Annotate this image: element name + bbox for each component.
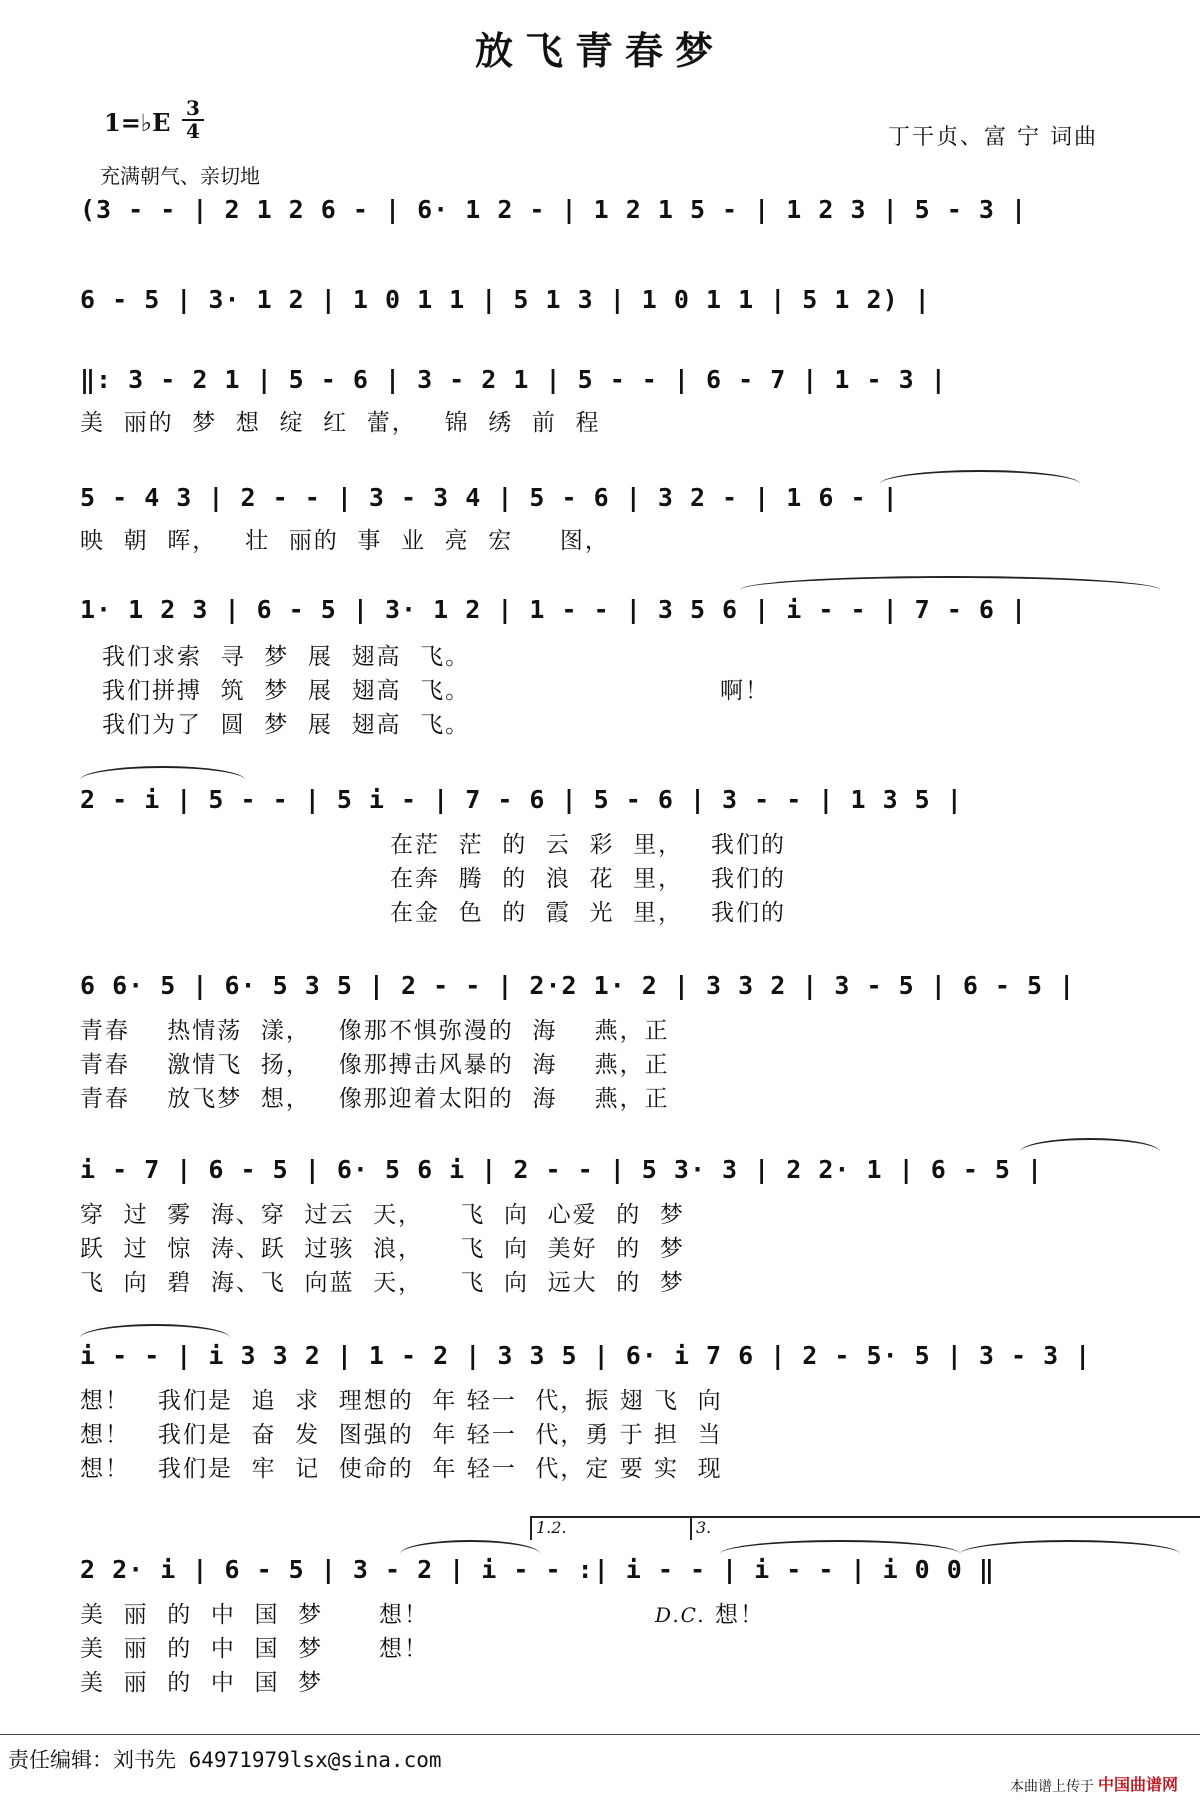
slur bbox=[740, 576, 1160, 590]
author-credit: 丁干贞、富 宁 词曲 bbox=[888, 125, 1098, 150]
key-text: 1=♭E bbox=[104, 108, 171, 137]
notes-line: i - - | i 3 3 2 | 1 - 2 | 3 3 5 | 6· i 7 6 | 2 - 5· 5 | 3 - 3 | bbox=[80, 1341, 1092, 1370]
key-signature bbox=[104, 108, 170, 137]
notes-line: 1· 1 2 3 | 6 - 5 | 3· 1 2 | 1 - - | 3 5 6 | i - - | 7 - 6 | bbox=[80, 595, 1028, 624]
dc-marking bbox=[655, 1596, 855, 1629]
time-top: 3 bbox=[186, 96, 200, 120]
lyric-line: 我们为了 圆 梦 展 翅高 飞。 bbox=[102, 712, 471, 738]
lyric-line: 我们拼搏 筑 梦 展 翅高 飞。 bbox=[102, 678, 471, 704]
lyric-line: 青春 激情飞 扬， 像那搏击风暴的 海 燕，正 bbox=[80, 1052, 670, 1078]
lyric-line: 美 丽 的 中 国 梦 想！ bbox=[80, 1636, 429, 1662]
dc-text: D.C. bbox=[655, 1603, 706, 1627]
volta-3 bbox=[690, 1516, 1200, 1540]
notes-line: (3 - - | 2 1 2 6 - | 6· 1 2 - | 1 2 1 5 - | 1 2 3 | 5 - 3 | bbox=[80, 195, 1028, 224]
upload-note: 本曲谱上传于 bbox=[1010, 1779, 1094, 1795]
volta-1-2-label: 1.2. bbox=[536, 1518, 567, 1537]
notes-line: 2 2· i | 6 - 5 | 3 - 2 | i - - :| i - - | i - - | i 0 0 ‖ bbox=[80, 1555, 995, 1584]
lyric-line: 美 丽的 梦 想 绽 红 蕾， 锦 绣 前 程 bbox=[80, 410, 601, 436]
editor-credit: 责任编辑：刘书先 64971979lsx@sina.com bbox=[8, 1748, 442, 1772]
exclamation: 啊！ bbox=[720, 678, 770, 704]
lyric-line: 映 朝 晖， 壮 丽的 事 业 亮 宏 图， bbox=[80, 528, 610, 554]
notes-line: 6 - 5 | 3· 1 2 | 1 0 1 1 | 5 1 3 | 1 0 1 1 | 5 1 2) | bbox=[80, 285, 931, 314]
notes-line: i - 7 | 6 - 5 | 6· 5 6 i | 2 - - | 5 3· 3 | 2 2· 1 | 6 - 5 | bbox=[80, 1155, 1044, 1184]
time-signature bbox=[182, 98, 204, 142]
lyric-line: 青春 热情荡 漾， 像那不惧弥漫的 海 燕，正 bbox=[80, 1018, 670, 1044]
tempo-marking: 充满朝气、亲切地 bbox=[100, 164, 260, 188]
song-title: 放飞青春梦 bbox=[474, 29, 725, 73]
lyric-line: 穿 过 雾 海、穿 过云 天， 飞 向 心爱 的 梦 bbox=[80, 1202, 685, 1228]
notes-line: 6 6· 5 | 6· 5 3 5 | 2 - - | 2·2 1· 2 | 3 3 2 | 3 - 5 | 6 - 5 | bbox=[80, 971, 1076, 1000]
lyric-line: 跃 过 惊 涛、跃 过骇 浪， 飞 向 美好 的 梦 bbox=[80, 1236, 685, 1262]
lyric-line: 想！ 我们是 牢 记 使命的 年 轻一 代，定 要 实 现 bbox=[80, 1456, 723, 1482]
footer-divider bbox=[0, 1734, 1200, 1735]
dc-lyric: 想！ bbox=[714, 1602, 765, 1628]
lyric-line: 飞 向 碧 海、飞 向蓝 天， 飞 向 远大 的 梦 bbox=[80, 1270, 685, 1296]
notes-line: 2 - i | 5 - - | 5 i - | 7 - 6 | 5 - 6 | 3 - - | 1 3 5 | bbox=[80, 785, 963, 814]
lyric-line: 想！ 我们是 追 求 理想的 年 轻一 代，振 翅 飞 向 bbox=[80, 1388, 723, 1414]
lyric-line: 在奔 腾 的 浪 花 里， 我们的 bbox=[390, 866, 787, 892]
notes-line: ‖: 3 - 2 1 | 5 - 6 | 3 - 2 1 | 5 - - | 6 - 7 | 1 - 3 | bbox=[80, 365, 947, 394]
slur bbox=[80, 766, 245, 780]
lyric-line: 青春 放飞梦 想， 像那迎着太阳的 海 燕，正 bbox=[80, 1086, 670, 1112]
lyric-line: 美 丽 的 中 国 梦 想！ bbox=[80, 1602, 429, 1628]
lyric-line: 美 丽 的 中 国 梦 bbox=[80, 1670, 324, 1696]
lyric-line: 我们求索 寻 梦 展 翅高 飞。 bbox=[102, 644, 471, 670]
lyric-line: 在金 色 的 霞 光 里， 我们的 bbox=[390, 900, 787, 926]
lyric-line: 在茫 茫 的 云 彩 里， 我们的 bbox=[390, 832, 787, 858]
time-bottom: 4 bbox=[182, 119, 204, 142]
notes-line: 5 - 4 3 | 2 - - | 3 - 3 4 | 5 - 6 | 3 2 - | 1 6 - | bbox=[80, 483, 899, 512]
site-logo: 中国曲谱网 bbox=[1098, 1775, 1179, 1794]
lyric-line: 想！ 我们是 奋 发 图强的 年 轻一 代，勇 于 担 当 bbox=[80, 1422, 723, 1448]
volta-3-label: 3. bbox=[696, 1518, 712, 1537]
